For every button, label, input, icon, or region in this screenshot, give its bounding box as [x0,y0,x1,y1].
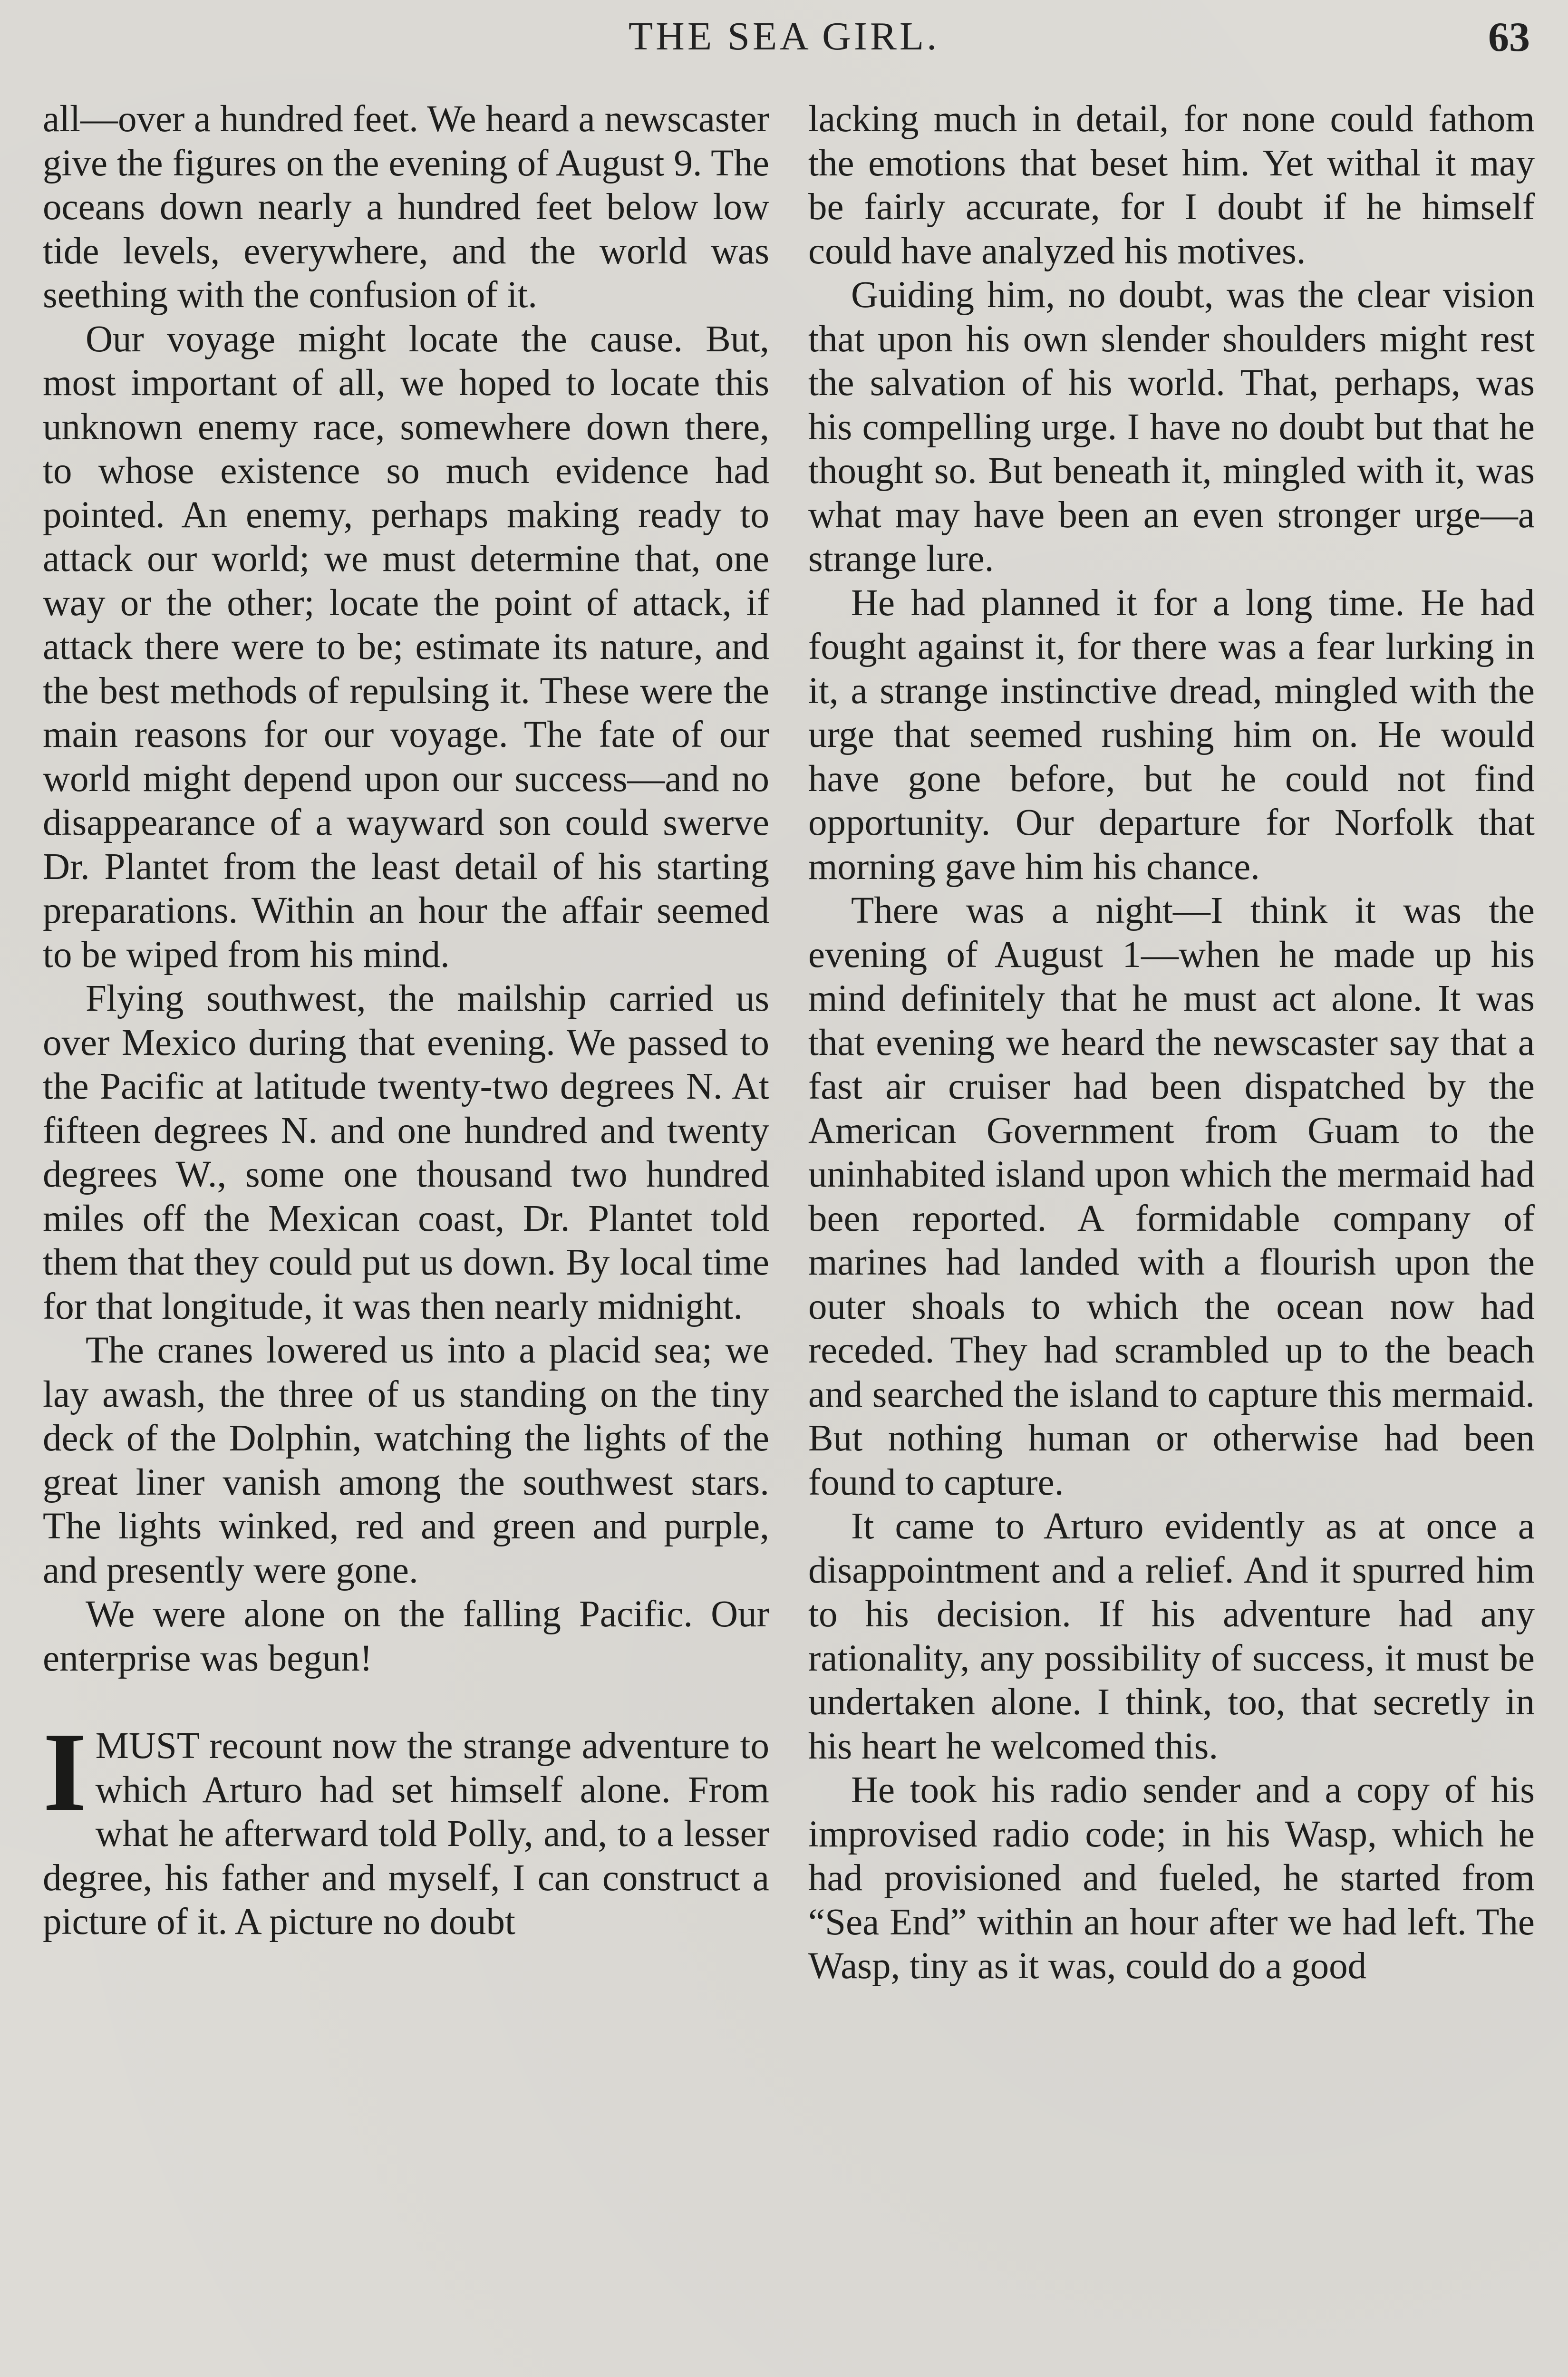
paragraph: Our voyage might locate the cause. But, most important of all, we hoped to locate this unknown enemy race, somewhere down there, to whose existence so much evidence had pointed. An enemy, perhaps making ready to attack our world; we must determine that, one way or the other; locate the point of attack, if attack there were to be; estimate its nature, and the best methods of repulsing it. These were the main reasons for our voyage. The fate of our world might depend upon our success—and no disappearance of a wayward son could swerve Dr. Plantet from the least detail of his starting preparations. Within an hour the affair seemed to be wiped from his mind. [43,318,769,976]
paragraph: There was a night—I think it was the evening of August 1—when he made up his mind definitely that he must act alone. It was that evening we heard the newscaster say that a fast air cruiser had been dispatched by the American Government from Guam to the uninhabited island upon which the mermaid had been reported. A formidable company of marines had landed with a flourish upon the outer shoals to which the ocean now had receded. They had scrambled up to the beach and searched the island to capture this mermaid. But nothing human or otherwise had been found to capture. [808,890,1535,1503]
left-column [43,97,769,1944]
paragraph: Guiding him, no doubt, was the clear vision that upon his own slender shoulders might rest the salvation of his world. That, perhaps, was his compelling urge. I have no doubt but that he thought so. But beneath it, mingled with it, was what may have been an even stronger urge—a strange lure. [808,274,1535,580]
dropcap-paragraph [43,1710,769,1944]
right-column [808,97,1535,1989]
paragraph: lacking much in detail, for none could fathom the emotions that beset him. Yet withal it may be fairly accurate, for I doubt if he himself could have analyzed his motives. [808,98,1535,272]
paragraph: He took his radio sender and a copy of his improvised radio code; in his Wasp, which he had provisioned and fueled, he started from “Sea End” within an hour after we had left. The Wasp, tiny as it was, could do a good [808,1769,1535,1987]
drop-cap-letter: I [43,1710,87,1835]
paragraph: all—over a hundred feet. We heard a newscaster give the figures on the evening of August 9. The oceans down nearly a hundred feet below low tide levels, everywhere, and the world was seething with the confusion of it. [43,98,769,316]
section-break [43,1681,769,1724]
paragraph: He had planned it for a long time. He had fought against it, for there was a fear lurking in it, a strange instinctive dread, mingled with the urge that seemed rushing him on. He would have gone before, but he could not find opportunity. Our departure for Norfolk that morning gave him his chance. [808,582,1535,888]
page-number: 63 [1488,14,1530,60]
running-head-title: THE SEA GIRL. [628,14,940,58]
paragraph: We were alone on the falling Pacific. Our enterprise was begun! [43,1594,769,1679]
paragraph-text: MUST recount now the strange adventure to which Arturo had set himself alone. From what he afterward told Polly, and, to a lesser degree, his father and myself, I can construct a picture of it. A picture no doubt [43,1725,769,1942]
paragraph: The cranes lowered us into a placid sea; we lay awash, the three of us standing on the tiny deck of the Dolphin, watching the lights of the great liner vanish among the southwest stars. The lights winked, red and green and purple, and presently were gone. [43,1330,769,1591]
paragraph: Flying southwest, the mailship carried us over Mexico during that evening. We passed to the Pacific at latitude twenty-two degrees N. At fifteen degrees N. and one hundred and twenty degrees W., some one thousand two hundred miles off the Mexican coast, Dr. Plantet told them that they could put us down. By local time for that longitude, it was then nearly midnight. [43,978,769,1327]
paragraph: It came to Arturo evidently as at once a disappointment and a relief. And it spurred him to his decision. If his adventure had any rationality, any possibility of success, it must be undertaken alone. I think, too, that secretly in his heart he welcomed this. [808,1506,1535,1767]
